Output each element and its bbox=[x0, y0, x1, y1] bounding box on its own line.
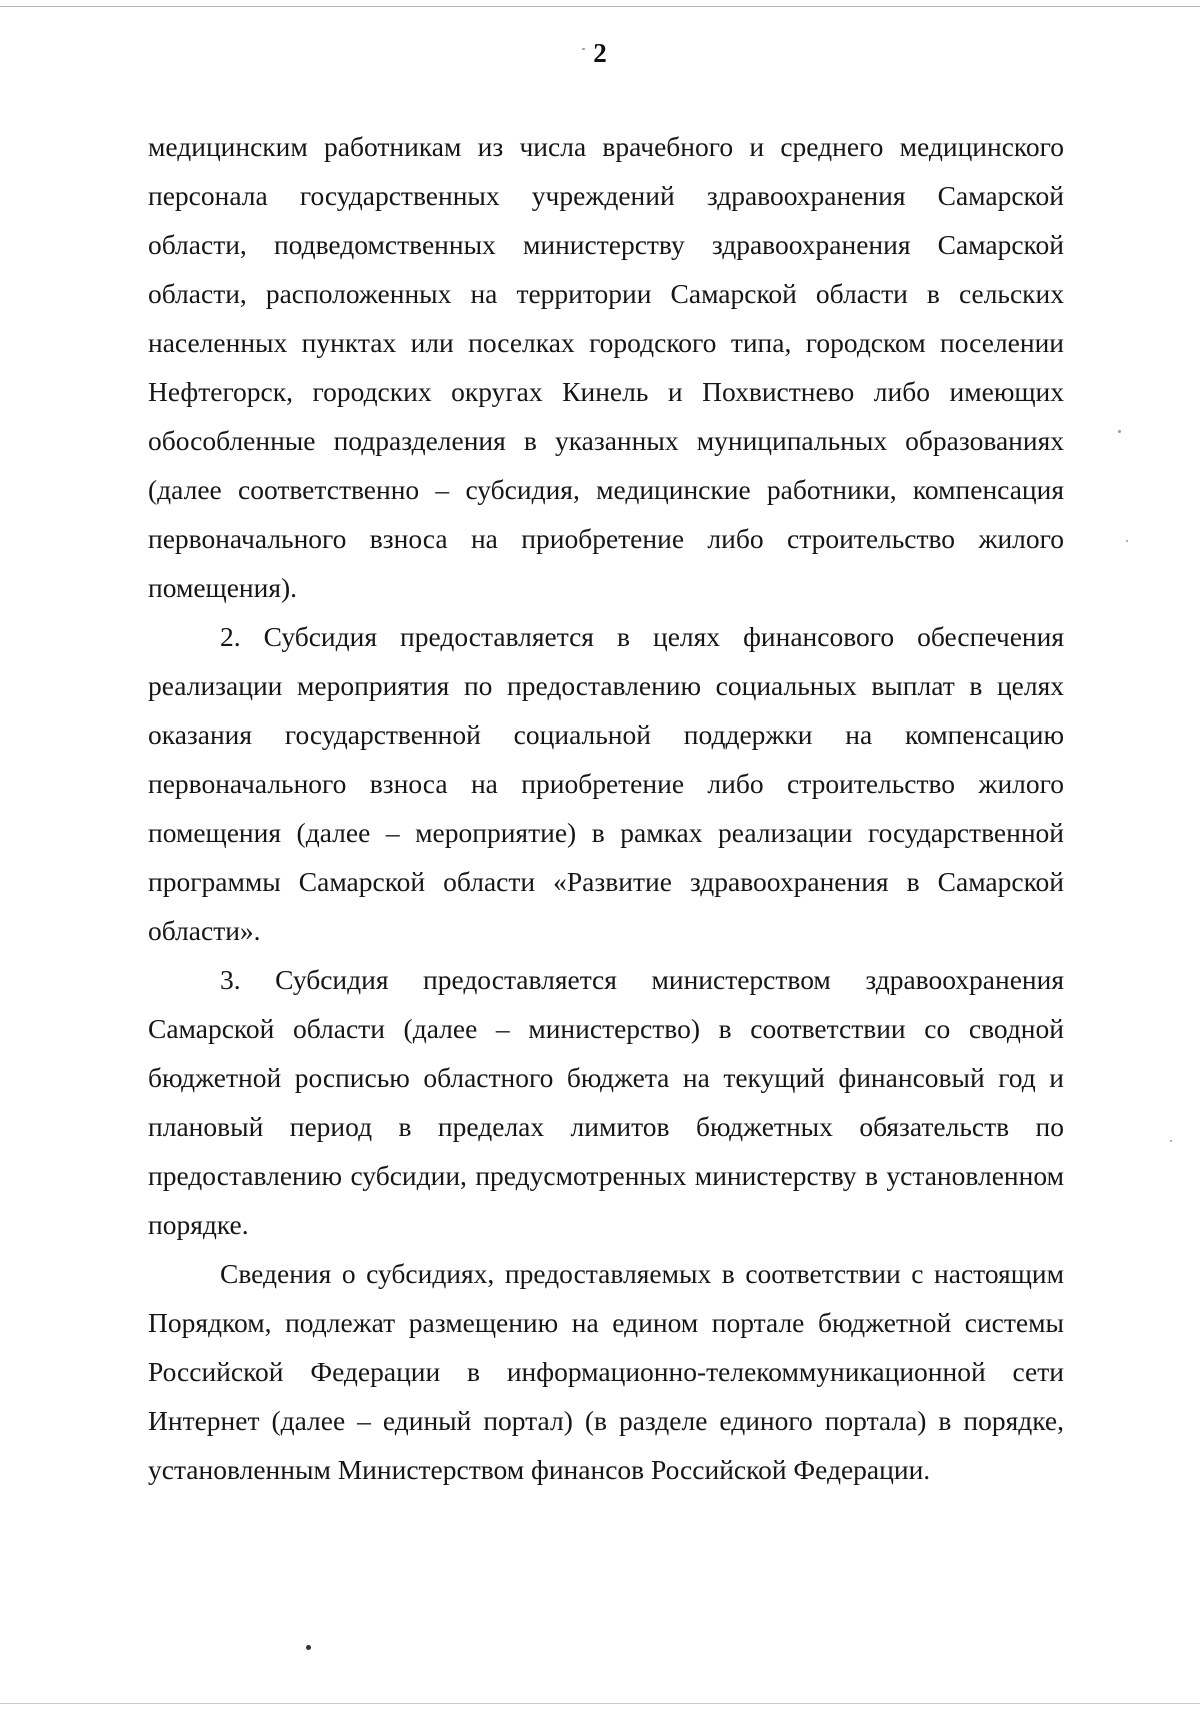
scan-speck bbox=[1170, 1140, 1172, 1142]
scan-speck bbox=[1118, 430, 1121, 433]
page-number: 2 bbox=[593, 38, 607, 68]
scan-speck bbox=[1126, 540, 1128, 542]
scan-edge-top bbox=[0, 6, 1200, 7]
paragraph-subsidy-info: Сведения о субсидиях, предоставляемых в соответствии с настоящим Порядком, подлежат размещению на едином портале бюджетной системы Российской Федерации в информационно-телекоммуникационной сети Интернет (далее – единый портал) (в разделе единого портала) в порядке, установленным Министерством финансов Российской Федерации. bbox=[148, 1258, 1064, 1485]
paragraph-continuation: медицинским работникам из числа врачебного и среднего медицинского персонала государственных учреждений здравоохранения Самарской области, подведомственных министерству здравоохранения Самарской области, расположенных на территории Самарской области в сельских населенных пунктах или поселках городского типа, городском поселении Нефтегорск, городских округах Кинель и Похвистнево либо имеющих обособленные подразделения в указанных муниципальных образованиях (далее соответственно – субсидия, медицинские работники, компенсация первоначального взноса на приобретение либо строительство жилого помещения). bbox=[148, 131, 1064, 603]
document-body bbox=[148, 122, 1064, 1494]
scan-edge-bottom bbox=[0, 1703, 1200, 1704]
paragraph-3: 3. Субсидия предоставляется министерством здравоохранения Самарской области (далее – министерство) в соответствии со сводной бюджетной росписью областного бюджета на текущий финансовый год и плановый период в пределах лимитов бюджетных обязательств по предоставлению субсидии, предусмотренных министерству в установленном порядке. bbox=[148, 964, 1064, 1240]
scan-speck bbox=[582, 48, 585, 50]
paragraph-2: 2. Субсидия предоставляется в целях финансового обеспечения реализации мероприятия по предоставлению социальных выплат в целях оказания государственной социальной поддержки на компенсацию первоначального взноса на приобретение либо строительство жилого помещения (далее – мероприятие) в рамках реализации государственной программы Самарской области «Развитие здравоохранения в Самарской области». bbox=[148, 621, 1064, 946]
scan-speck bbox=[306, 1645, 311, 1650]
